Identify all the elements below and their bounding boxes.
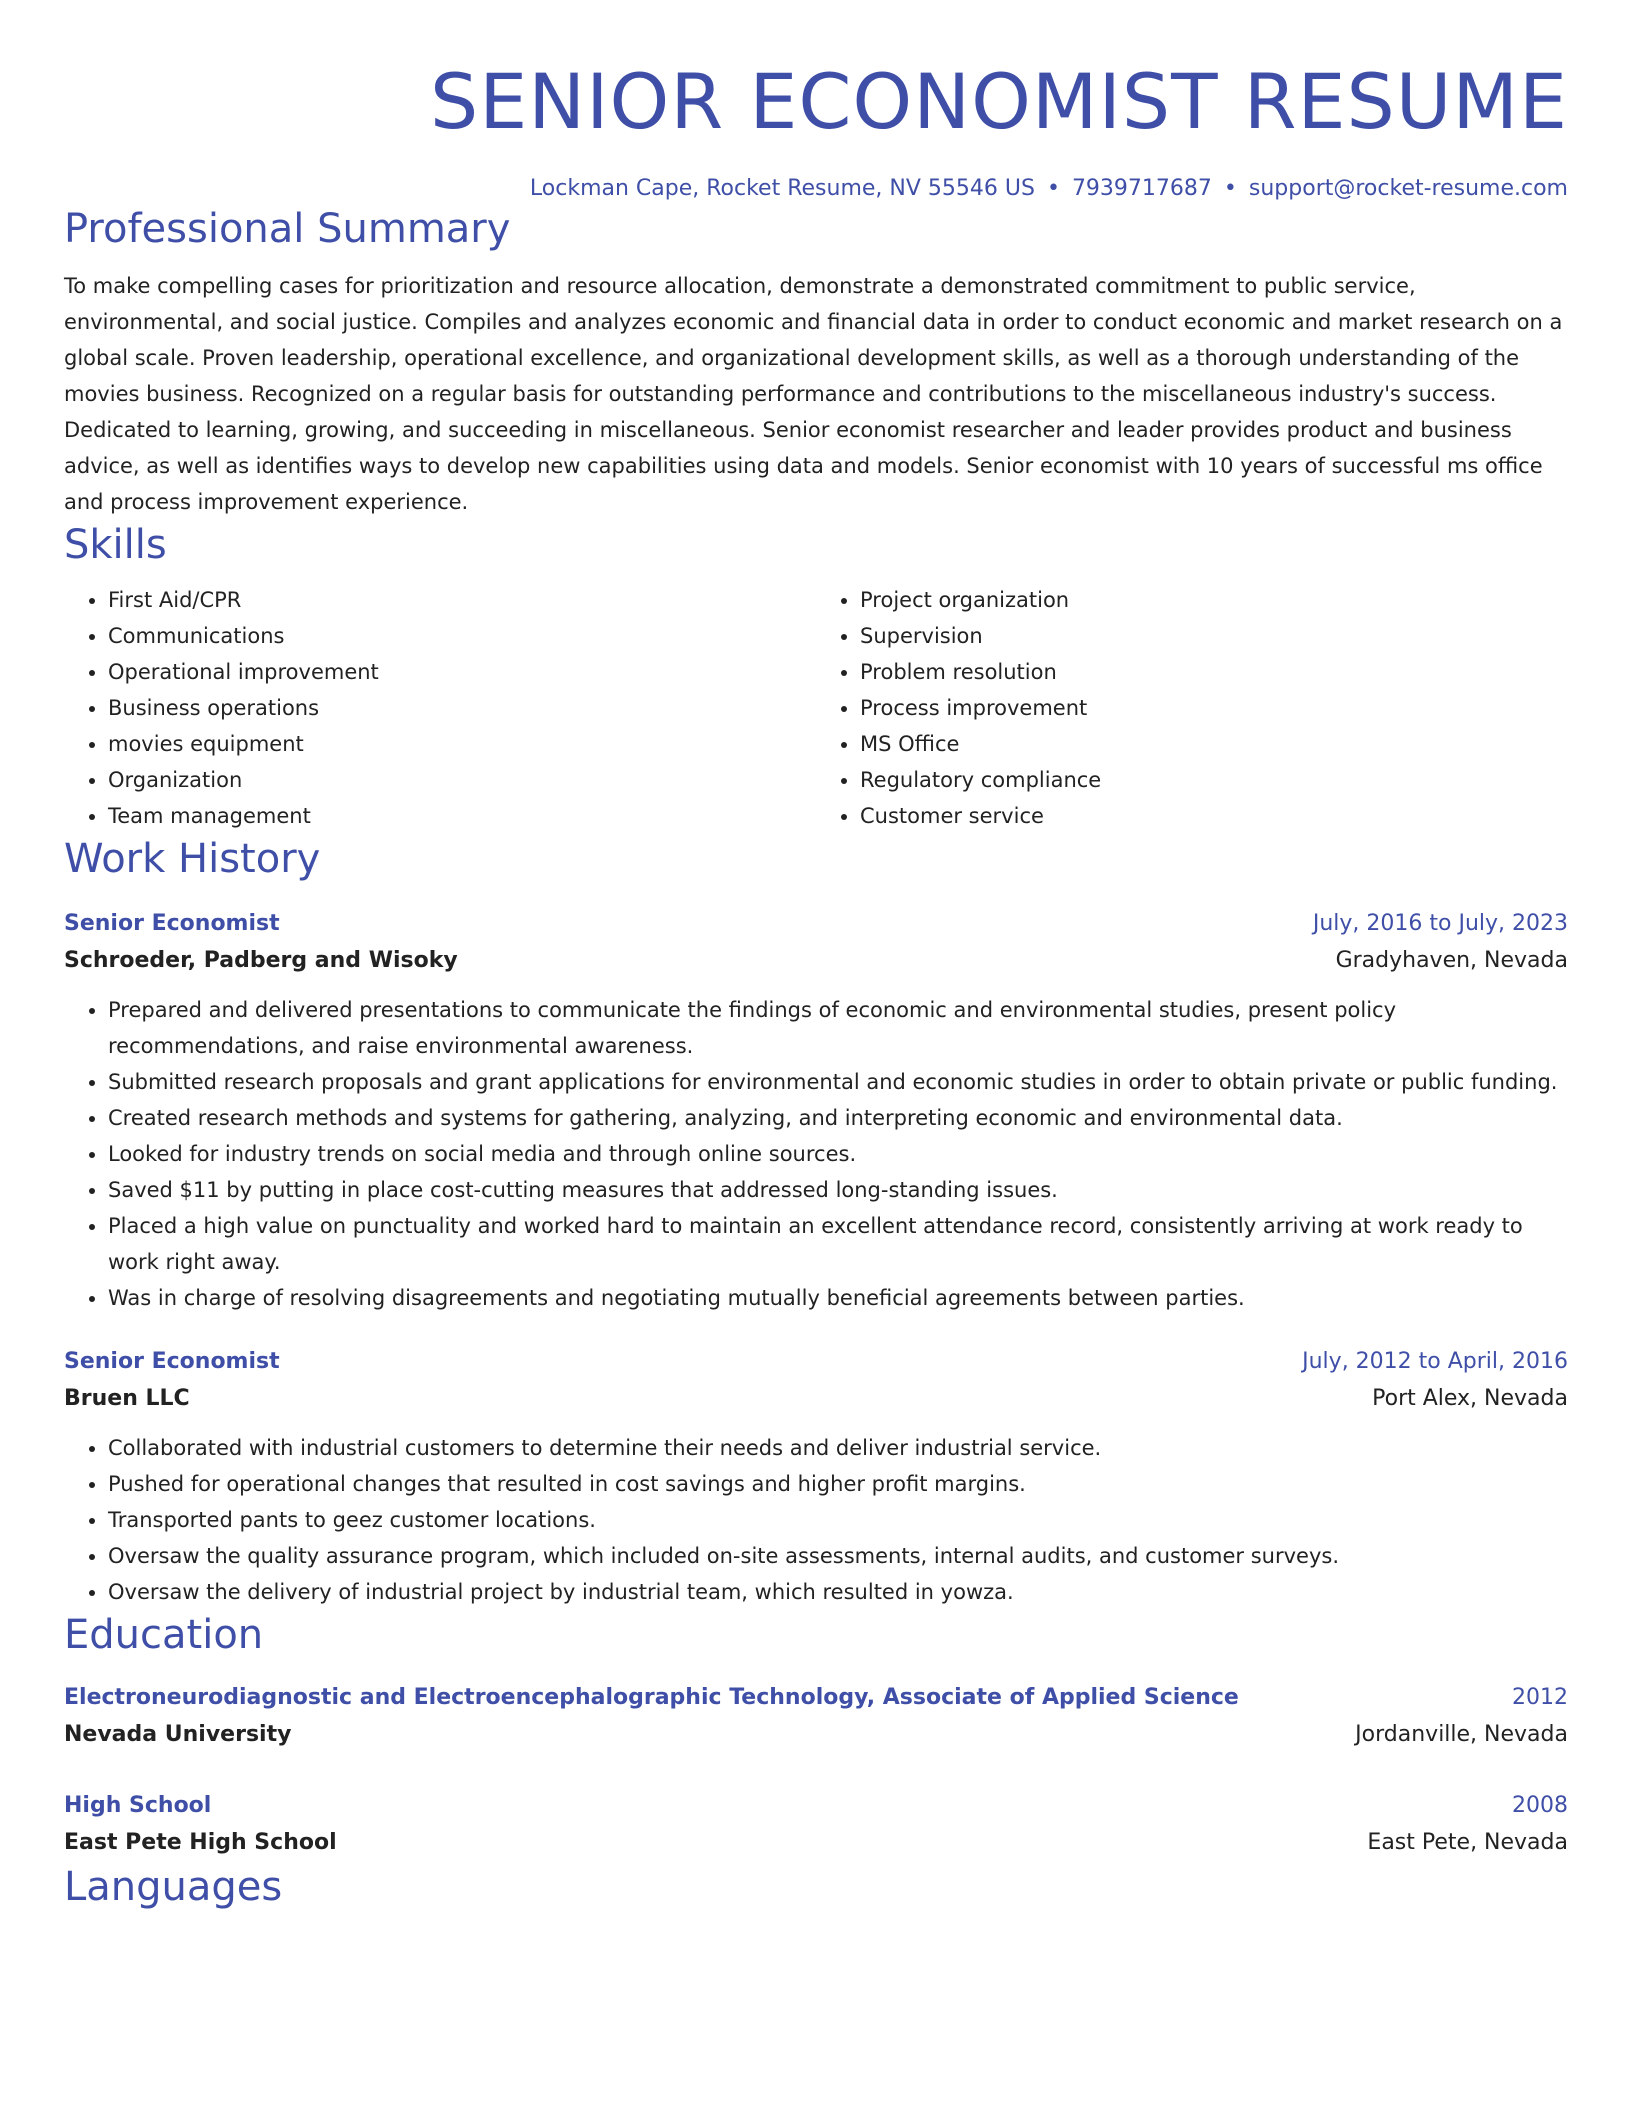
section-heading-summary: Professional Summary	[64, 206, 511, 252]
job-bullet: • Transported pants to geez customer locations.	[108, 1502, 1568, 1538]
education-year: 2008	[1512, 1793, 1568, 1818]
job-company-row	[64, 942, 1568, 980]
job-bullets	[64, 1430, 1568, 1610]
education-location: Jordanville, Nevada	[1355, 1722, 1568, 1747]
section-heading-education: Education	[64, 1612, 264, 1658]
contact-email[interactable]: support@rocket-resume.com	[1248, 176, 1568, 201]
contact-address: Lockman Cape, Rocket Resume, NV 55546 US	[529, 176, 1035, 201]
education-entry	[64, 1680, 1568, 1754]
job-header-row	[64, 906, 1568, 942]
skills-column-right	[816, 582, 1568, 834]
education-location: East Pete, Nevada	[1367, 1830, 1568, 1855]
job-company: Bruen LLC	[64, 1386, 190, 1411]
education-school-row	[64, 1824, 1568, 1862]
contact-separator: •	[1046, 176, 1060, 201]
job-bullet: • Saved $11 by putting in place cost-cutting measures that addressed long-standing issues.	[108, 1172, 1568, 1208]
education-year: 2012	[1512, 1685, 1568, 1710]
job-entry	[64, 906, 1568, 1316]
skill-item: • Organization	[108, 762, 816, 798]
job-bullet: • Created research methods and systems for gathering, analyzing, and interpreting economic and environmental data.	[108, 1100, 1568, 1136]
job-bullet: • Was in charge of resolving disagreements and negotiating mutually beneficial agreements between parties.	[108, 1280, 1568, 1316]
education-header-row	[64, 1788, 1568, 1824]
contact-separator: •	[1223, 176, 1237, 201]
job-bullet: • Looked for industry trends on social media and through online sources.	[108, 1136, 1568, 1172]
skill-item: • Project organization	[860, 582, 1568, 618]
education-school: Nevada University	[64, 1722, 292, 1747]
job-dates: July, 2016 to July, 2023	[1312, 911, 1568, 936]
skill-item: • Team management	[108, 798, 816, 834]
skills-list	[64, 582, 1568, 834]
contact-line	[64, 174, 1568, 204]
contact-phone: 7939717687	[1071, 176, 1212, 201]
job-company: Schroeder, Padberg and Wisoky	[64, 948, 458, 973]
education-header-row	[64, 1680, 1568, 1716]
skill-item: • Regulatory compliance	[860, 762, 1568, 798]
section-heading-skills: Skills	[64, 522, 167, 568]
job-bullet: • Submitted research proposals and grant applications for environmental and economic studies in order to obtain private or public funding.	[108, 1064, 1568, 1100]
job-dates: July, 2012 to April, 2016	[1302, 1349, 1568, 1374]
job-bullet: • Prepared and delivered presentations to communicate the findings of economic and environmental studies, present policy recommendations, and raise environmental awareness.	[108, 992, 1568, 1064]
skill-item: • Business operations	[108, 690, 816, 726]
resume-title: SENIOR ECONOMIST RESUME	[430, 57, 1568, 146]
skill-item: • Operational improvement	[108, 654, 816, 690]
job-bullet: • Placed a high value on punctuality and worked hard to maintain an excellent attendance record, consistently arriving at work ready to work right away.	[108, 1208, 1568, 1280]
summary-text: To make compelling cases for prioritization and resource allocation, demonstrate a demonstrated commitment to public service, environmental, and social justice. Compiles and analyzes economic and financial data in order to conduct economic and market research on a global scale. Proven leadership, operational excellence, and organizational development skills, as well as a thorough understanding of the movies business. Recognized on a regular basis for outstanding performance and contributions to the miscellaneous industry's success. Dedicated to learning, growing, and succeeding in miscellaneous. Senior economist researcher and leader provides product and business advice, as well as identifies ways to develop new capabilities using data and models. Senior economist with 10 years of successful ms office and process improvement experience.	[64, 274, 1563, 514]
job-bullet: • Pushed for operational changes that resulted in cost savings and higher profit margins.	[108, 1466, 1568, 1502]
job-bullet: • Collaborated with industrial customers to determine their needs and deliver industrial service.	[108, 1430, 1568, 1466]
job-header-row	[64, 1344, 1568, 1380]
job-title: Senior Economist	[64, 1349, 280, 1374]
skill-item: • Process improvement	[860, 690, 1568, 726]
skill-item: • MS Office	[860, 726, 1568, 762]
job-bullet: • Oversaw the delivery of industrial project by industrial team, which resulted in yowza.	[108, 1574, 1568, 1610]
job-location: Gradyhaven, Nevada	[1335, 948, 1568, 973]
education-entry	[64, 1788, 1568, 1862]
education-school-row	[64, 1716, 1568, 1754]
skill-item: • movies equipment	[108, 726, 816, 762]
job-bullets	[64, 992, 1568, 1316]
job-title: Senior Economist	[64, 911, 280, 936]
skill-item: • Communications	[108, 618, 816, 654]
education-school: East Pete High School	[64, 1830, 337, 1855]
skills-column-left	[64, 582, 816, 834]
skill-item: • Problem resolution	[860, 654, 1568, 690]
job-bullet: • Oversaw the quality assurance program, which included on-site assessments, internal audits, and customer surveys.	[108, 1538, 1568, 1574]
section-heading-work-history: Work History	[64, 836, 321, 882]
job-entry	[64, 1344, 1568, 1610]
education-degree: Electroneurodiagnostic and Electroencephalographic Technology, Associate of Applied Science	[64, 1685, 1239, 1710]
job-company-row	[64, 1380, 1568, 1418]
skill-item: • Customer service	[860, 798, 1568, 834]
skill-item: • First Aid/CPR	[108, 582, 816, 618]
skill-item: • Supervision	[860, 618, 1568, 654]
resume-header	[64, 0, 1568, 204]
education-degree: High School	[64, 1793, 212, 1818]
job-location: Port Alex, Nevada	[1372, 1386, 1568, 1411]
section-heading-languages: Languages	[64, 1864, 283, 1910]
